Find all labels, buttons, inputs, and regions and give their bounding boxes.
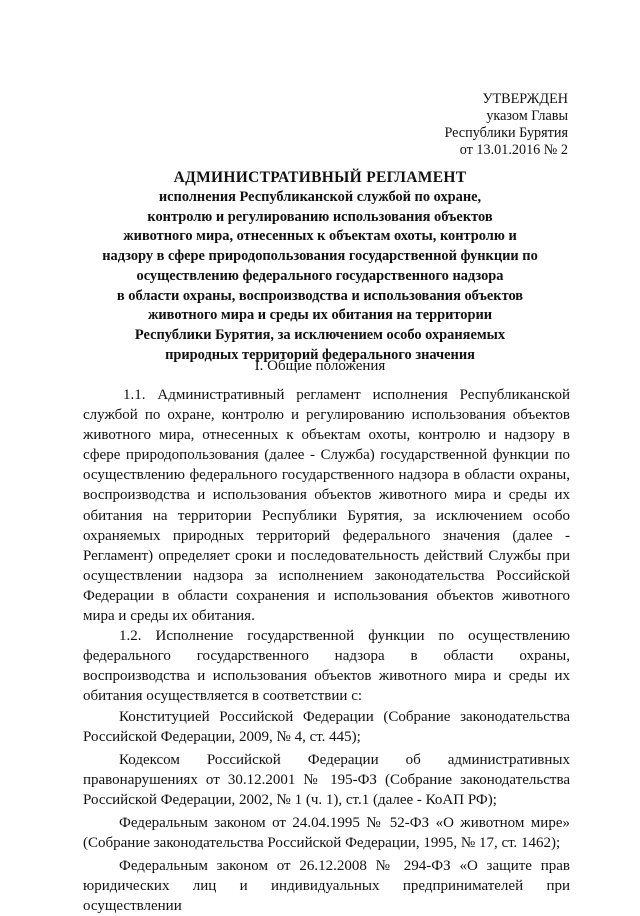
title-line: в области охраны, воспроизводства и использования объектов — [116, 287, 524, 304]
section-heading: I. Общие положения — [254, 358, 386, 374]
title-line: животного мира, отнесенных к объектам охоты, контролю и — [123, 228, 517, 245]
list-item-fz-294: Федеральным законом от 26.12.2008 № 294-ФЗ «О защите прав юридических лиц и индивидуальных предпринимателей при осуществлении — [83, 858, 570, 915]
title-line: Республики Бурятия, за исключением особо охраняемых — [134, 326, 506, 343]
list-item-constitution: Конституцией Российской Федерации (Собрание законодательства Российской Федерации, 2009, № 4, ст. 445); — [83, 708, 570, 745]
document-body — [83, 385, 570, 916]
list-item-koap: Кодексом Российской Федерации об административных правонарушениях от 30.12.2001 № 195-ФЗ (Собрание законодательства Российской Федерации, 2002, № 1 (ч. 1), ст.1 (далее - КоАП РФ); — [83, 751, 570, 808]
paragraph-1-2: 1.2. Исполнение государственной функции по осуществлению федерального государственного надзора в области охраны, воспроизводства и использования объектов животного мира и среды их обитания осуществляется в соответствии с: — [83, 628, 570, 705]
paragraph-1-1: 1.1. Административный регламент исполнения Республиканской службой по охране, контролю и регулированию использования объектов животного мира, отнесенных к объектам охоты, контролю и надзору в сфере природопользования (далее - Служба) государственной функции по осуществлению федерального государственного надзора в области охраны, воспроизводства и использования объектов животного мира и среды их обитания на территории Республики Бурятия, за исключением особо охраняемых природных территорий федерального значения (далее - Регламент) определяет сроки и последовательность действий Службы при осуществлении надзора за исполнением законодательства Российской Федерации в области сохранения и использования объектов животного мира и среды их обитания. — [83, 387, 570, 625]
title-line: осуществлению федерального государственного надзора — [136, 267, 504, 284]
title-line: исполнения Республиканской службой по охране, — [158, 189, 482, 205]
title-line: природных территорий федерального значения — [165, 346, 475, 363]
document-title: АДМИНИСТРАТИВНЫЙ РЕГЛАМЕНТ — [173, 169, 467, 186]
title-line: животного мира и среды их обитания на территории — [147, 307, 493, 324]
approval-stamp — [444, 91, 568, 159]
document-title-block — [70, 168, 570, 365]
title-line: контролю и регулированию использования объектов — [147, 208, 493, 225]
approval-line-4: от 13.01.2016 № 2 — [459, 142, 568, 158]
approval-line-2: указом Главы — [486, 108, 568, 124]
list-item-fz-52: Федеральным законом от 24.04.1995 № 52-ФЗ «О животном мире» (Собрание законодательства Российской Федерации, 1995, № 17, ст. 1462); — [83, 814, 570, 852]
title-line: надзору в сфере природопользования государственной функции по — [102, 248, 538, 265]
approval-line-3: Республики Бурятия — [444, 125, 568, 141]
approval-line-1: УТВЕРЖДЕН — [482, 91, 568, 107]
